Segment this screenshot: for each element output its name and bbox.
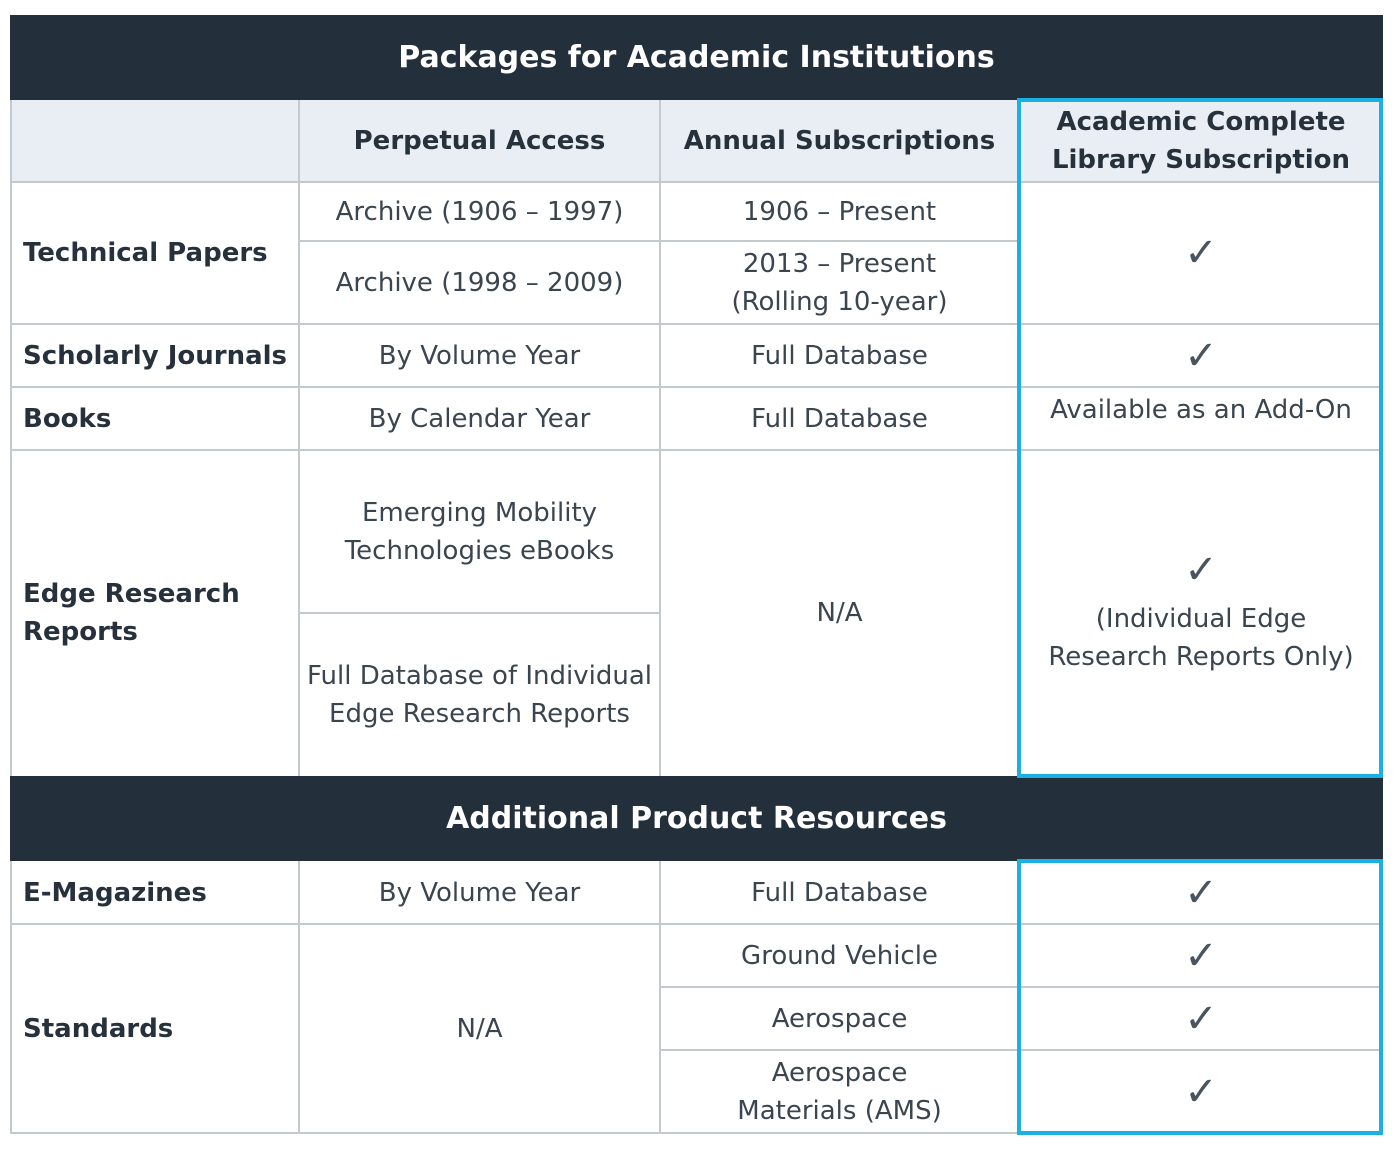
standards-complete-1 [1019,924,1383,987]
standards-complete-2 [1019,987,1383,1050]
technical-papers-annual-2-line1: 2013 – Present [742,248,937,279]
grid-line [298,100,300,776]
edge-perpetual-1-line2: Technologies eBooks [344,535,615,566]
technical-papers-annual-1: 1906 – Present [742,196,937,227]
standards-annual-ams-line1: Aerospace [771,1057,908,1088]
header-perpetual-access: Perpetual Access [299,100,660,182]
e-magazines-annual: Full Database [751,877,928,908]
additional-resources-title: Additional Product Resources [10,776,1383,861]
grid-line [299,612,660,614]
scholarly-journals-complete [1019,324,1383,387]
checkmark-icon: ✓ [1184,547,1218,593]
grid-line [298,861,300,1134]
e-magazines-perpetual: By Volume Year [378,877,581,908]
edge-perpetual-2 [299,613,660,776]
checkmark-icon: ✓ [1184,932,1218,979]
grid-line [10,1132,1383,1134]
scholarly-journals-annual: Full Database [751,340,928,371]
grid-line [10,323,1383,325]
standards-annual-ground-vehicle: Ground Vehicle [741,940,938,971]
books-perpetual: By Calendar Year [368,403,591,434]
standards-annual-aerospace: Aerospace [771,1003,908,1034]
grid-line [10,100,12,776]
grid-line [10,861,12,1134]
header-academic-complete-line2: Library Subscription [1051,145,1351,175]
header-annual-subscriptions: Annual Subscriptions [660,100,1019,182]
technical-papers-complete [1019,182,1383,324]
checkmark-icon: ✓ [1184,869,1218,916]
edge-perpetual-1-line1: Emerging Mobility [361,497,598,528]
table-title: Packages for Academic Institutions [10,15,1383,100]
header-academic-complete [1019,100,1383,182]
books-complete: Available as an Add-On [1050,395,1352,425]
edge-complete-line2: Research Reports Only) [1048,642,1354,672]
grid-line [10,181,1383,183]
row-label-standards: Standards [23,1013,174,1044]
e-magazines-complete [1019,861,1383,924]
edge-perpetual-2-line1: Full Database of Individual [307,660,652,691]
grid-line [10,386,1383,388]
technical-papers-perpetual-2: Archive (1998 – 2009) [335,267,624,298]
packages-table [10,15,1383,1135]
books-annual: Full Database [751,403,928,434]
standards-annual-ams [660,1050,1019,1133]
edge-perpetual-1 [299,450,660,613]
header-academic-complete-line1: Academic Complete [1056,107,1346,137]
checkmark-icon: ✓ [1184,995,1218,1042]
row-label-technical-papers: Technical Papers [23,238,268,268]
standards-complete-3 [1019,1050,1383,1133]
technical-papers-annual-2-line2: (Rolling 10-year) [731,286,948,317]
standards-annual-ams-line2: Materials (AMS) [737,1095,942,1126]
row-label-edge-research-reports [10,450,299,776]
checkmark-icon: ✓ [1184,332,1218,379]
edge-annual: N/A [816,598,863,628]
row-label-e-magazines: E-Magazines [23,877,207,908]
edge-label-line2: Reports [23,617,138,647]
grid-line [10,449,1383,451]
header-empty-cell [10,100,299,182]
edge-label-line1: Edge Research [23,579,240,609]
row-label-scholarly-journals: Scholarly Journals [23,340,288,371]
checkmark-icon: ✓ [1184,1068,1218,1115]
scholarly-journals-perpetual: By Volume Year [378,340,581,371]
grid-line [660,1049,1383,1051]
edge-complete [1019,450,1383,776]
edge-complete-line1: (Individual Edge [1095,604,1307,634]
checkmark-icon: ✓ [1184,230,1218,276]
grid-line [659,861,661,1134]
technical-papers-annual-2 [660,241,1019,324]
grid-line [660,986,1383,988]
edge-perpetual-2-line2: Edge Research Reports [329,698,630,729]
standards-perpetual: N/A [456,1013,503,1044]
grid-line [659,100,661,776]
technical-papers-perpetual-1: Archive (1906 – 1997) [335,196,624,227]
grid-line [10,923,1383,925]
row-label-books: Books [23,403,112,434]
